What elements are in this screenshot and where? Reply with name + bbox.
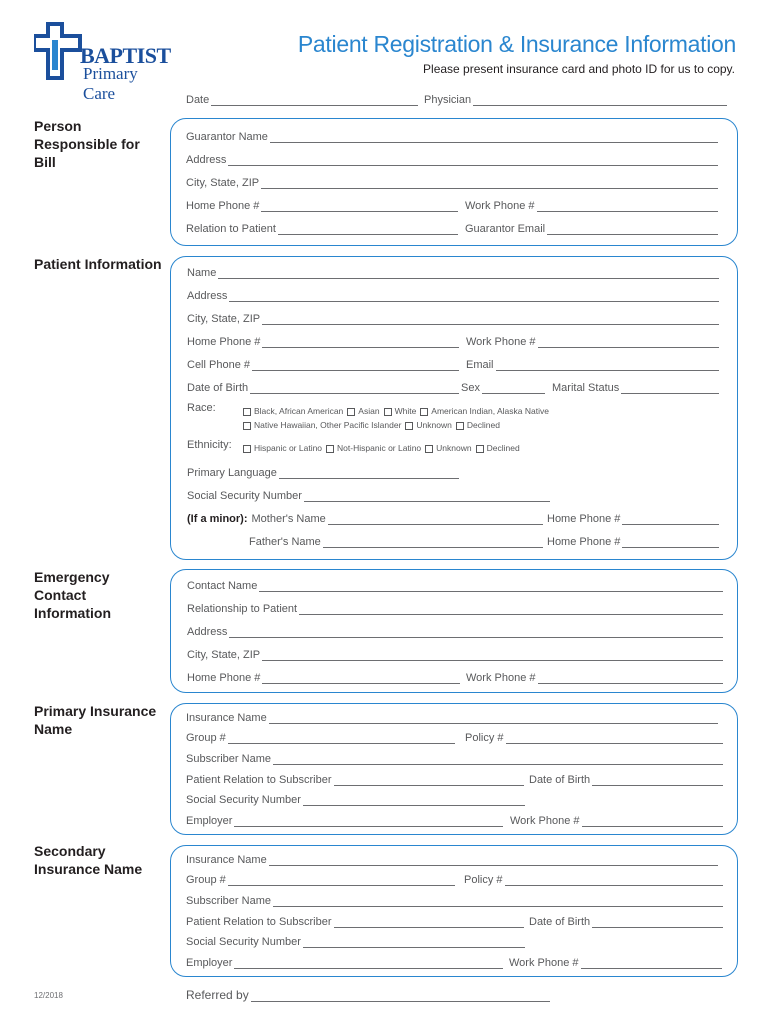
field-label: Address: [187, 290, 228, 302]
patient-ssn-field[interactable]: [187, 486, 550, 502]
guarantor-relation-field[interactable]: [186, 219, 458, 235]
checkbox-icon[interactable]: [326, 445, 334, 453]
race-option[interactable]: [456, 420, 500, 430]
section-label-secondary-insurance: Secondary Insurance Name: [34, 843, 143, 877]
contact-address-field[interactable]: [187, 622, 723, 638]
secondary-ssn-field[interactable]: [186, 932, 525, 948]
minor-label: (If a minor):: [187, 513, 248, 525]
patient-language-field[interactable]: [187, 463, 459, 479]
field-label: City, State, ZIP: [187, 313, 261, 325]
page-subtitle: Please present insurance card and photo ID for us to copy.: [423, 62, 735, 76]
secondary-work-phone-field[interactable]: [509, 953, 722, 969]
contact-city-field[interactable]: [187, 645, 723, 661]
father-name-field[interactable]: [249, 532, 543, 548]
checkbox-icon[interactable]: [425, 445, 433, 453]
race-option-label: Asian: [358, 406, 380, 416]
field-label: Home Phone #: [186, 200, 260, 212]
field-label: Sex: [461, 382, 480, 394]
patient-marital-field[interactable]: [552, 378, 719, 394]
primary-employer-field[interactable]: [186, 811, 503, 827]
race-option-label: Unknown: [416, 420, 452, 430]
father-home-phone-field[interactable]: [547, 532, 719, 548]
patient-city-field[interactable]: [187, 309, 719, 325]
field-label: Contact Name: [187, 580, 258, 592]
mother-name-field[interactable]: [187, 509, 543, 525]
checkbox-icon[interactable]: [405, 422, 413, 430]
field-label: Insurance Name: [186, 712, 267, 724]
race-option[interactable]: [243, 406, 343, 416]
form-revision-date: 12/2018: [34, 991, 63, 1000]
field-label: Address: [186, 154, 227, 166]
secondary-group-field[interactable]: [186, 870, 455, 886]
secondary-relation-field[interactable]: [186, 912, 524, 928]
field-label: Subscriber Name: [186, 753, 271, 765]
contact-relationship-field[interactable]: [187, 599, 723, 615]
race-option-label: American Indian, Alaska Native: [431, 406, 549, 416]
field-label: Work Phone #: [466, 672, 536, 684]
checkbox-icon[interactable]: [476, 445, 484, 453]
secondary-policy-field[interactable]: [464, 870, 723, 886]
primary-dob-field[interactable]: [529, 770, 723, 786]
field-label: City, State, ZIP: [186, 177, 260, 189]
field-label: Address: [187, 626, 228, 638]
field-label: Guarantor Name: [186, 131, 268, 143]
primary-policy-field[interactable]: [465, 728, 723, 744]
field-label: City, State, ZIP: [187, 649, 261, 661]
patient-dob-field[interactable]: [187, 378, 459, 394]
guarantor-name-field[interactable]: [186, 127, 718, 143]
patient-home-phone-field[interactable]: [187, 332, 459, 348]
section-label-primary-insurance: Primary Insurance Name: [34, 703, 157, 737]
field-label: Patient Relation to Subscriber: [186, 774, 332, 786]
field-label: Work Phone #: [465, 200, 535, 212]
field-label: Work Phone #: [509, 957, 579, 969]
field-label: Father's Name: [249, 536, 321, 548]
date-field[interactable]: [186, 90, 418, 106]
guarantor-address-field[interactable]: [186, 150, 718, 166]
primary-insurance-name-field[interactable]: [186, 708, 718, 724]
contact-home-phone-field[interactable]: [187, 668, 460, 684]
guarantor-city-field[interactable]: [186, 173, 718, 189]
field-label: Social Security Number: [186, 794, 301, 806]
field-label: Policy #: [465, 732, 504, 744]
contact-name-field[interactable]: [187, 576, 723, 592]
field-label: Date of Birth: [529, 774, 591, 786]
ethnicity-option-label: Unknown: [436, 443, 472, 453]
field-label: Work Phone #: [510, 815, 580, 827]
section-label-emergency: Emergency Contact Information: [34, 569, 111, 621]
checkbox-icon[interactable]: [243, 445, 251, 453]
primary-group-field[interactable]: [186, 728, 455, 744]
secondary-subscriber-field[interactable]: [186, 891, 723, 907]
field-label: Cell Phone #: [187, 359, 250, 371]
field-label: Group #: [186, 732, 226, 744]
checkbox-icon[interactable]: [243, 422, 251, 430]
baptist-logo: [34, 22, 174, 103]
checkbox-icon[interactable]: [384, 408, 392, 416]
field-label: Date of Birth: [529, 916, 591, 928]
secondary-insurance-name-field[interactable]: [186, 850, 718, 866]
race-label: Race:: [187, 402, 216, 414]
checkbox-icon[interactable]: [347, 408, 355, 416]
ethnicity-option-label: Not-Hispanic or Latino: [337, 443, 422, 453]
referred-by-field[interactable]: [186, 986, 550, 1002]
field-label: Name: [187, 267, 217, 279]
patient-name-field[interactable]: [187, 263, 719, 279]
guarantor-email-field[interactable]: [465, 219, 718, 235]
field-label: Home Phone #: [547, 536, 621, 548]
logo-text-baptist: BAPTIST: [80, 43, 171, 68]
patient-sex-field[interactable]: [461, 378, 545, 394]
page-title: Patient Registration & Insurance Information: [297, 31, 736, 57]
checkbox-icon[interactable]: [456, 422, 464, 430]
field-label: Relation to Patient: [186, 223, 276, 235]
checkbox-icon[interactable]: [420, 408, 428, 416]
field-label: Home Phone #: [547, 513, 621, 525]
primary-subscriber-field[interactable]: [186, 749, 723, 765]
ethnicity-options: [243, 441, 524, 455]
patient-work-phone-field[interactable]: [466, 332, 719, 348]
race-option-label: Declined: [466, 420, 500, 430]
ethnicity-option[interactable]: [243, 443, 322, 453]
ethnicity-option[interactable]: [425, 443, 471, 453]
ethnicity-label: Ethnicity:: [187, 439, 232, 451]
section-label-guarantor: Person Responsible for Bill: [34, 118, 140, 170]
physician-label: Physician: [424, 94, 472, 106]
race-options-row-1: [243, 404, 553, 418]
race-option[interactable]: [347, 406, 379, 416]
field-label: Email: [466, 359, 494, 371]
mother-home-phone-field[interactable]: [547, 509, 719, 525]
checkbox-icon[interactable]: [243, 408, 251, 416]
ethnicity-option-label: Declined: [486, 443, 520, 453]
logo-text-primary-care: Primary Care: [83, 64, 138, 103]
primary-ssn-field[interactable]: [186, 790, 525, 806]
field-label: Home Phone #: [187, 672, 261, 684]
field-label: Mother's Name: [251, 513, 326, 525]
race-option[interactable]: [384, 406, 417, 416]
race-option-label: Black, African American: [254, 406, 344, 416]
patient-address-field[interactable]: [187, 286, 719, 302]
field-label: Date of Birth: [187, 382, 249, 394]
contact-work-phone-field[interactable]: [466, 668, 723, 684]
patient-cell-phone-field[interactable]: [187, 355, 459, 371]
field-label: Guarantor Email: [465, 223, 546, 235]
field-label: Home Phone #: [187, 336, 261, 348]
patient-email-field[interactable]: [466, 355, 719, 371]
race-option-label: White: [394, 406, 417, 416]
field-label: Group #: [186, 874, 226, 886]
race-options-row-2: [243, 418, 504, 432]
ethnicity-option[interactable]: [476, 443, 520, 453]
field-label: Insurance Name: [186, 854, 267, 866]
secondary-employer-field[interactable]: [186, 953, 503, 969]
ethnicity-option-label: Hispanic or Latino: [254, 443, 323, 453]
field-label: Social Security Number: [186, 936, 301, 948]
cross-logo-icon: [34, 22, 82, 80]
guarantor-home-phone-field[interactable]: [186, 196, 458, 212]
race-option[interactable]: [420, 406, 549, 416]
field-label: Employer: [186, 815, 233, 827]
date-label: Date: [186, 94, 210, 106]
field-label: Employer: [186, 957, 233, 969]
field-label: Referred by: [186, 988, 249, 1002]
physician-field[interactable]: [424, 90, 727, 106]
field-label: Work Phone #: [466, 336, 536, 348]
field-label: Social Security Number: [187, 490, 302, 502]
primary-relation-field[interactable]: [186, 770, 524, 786]
ethnicity-option[interactable]: [326, 443, 421, 453]
field-label: Marital Status: [552, 382, 620, 394]
section-label-patient: Patient Information: [34, 256, 162, 272]
primary-work-phone-field[interactable]: [510, 811, 723, 827]
field-label: Relationship to Patient: [187, 603, 298, 615]
race-option[interactable]: [405, 420, 451, 430]
field-label: Subscriber Name: [186, 895, 271, 907]
guarantor-work-phone-field[interactable]: [465, 196, 718, 212]
field-label: Policy #: [464, 874, 503, 886]
race-option[interactable]: [243, 420, 401, 430]
secondary-dob-field[interactable]: [529, 912, 723, 928]
field-label: Primary Language: [187, 467, 277, 479]
field-label: Patient Relation to Subscriber: [186, 916, 332, 928]
race-option-label: Native Hawaiian, Other Pacific Islander: [254, 420, 402, 430]
